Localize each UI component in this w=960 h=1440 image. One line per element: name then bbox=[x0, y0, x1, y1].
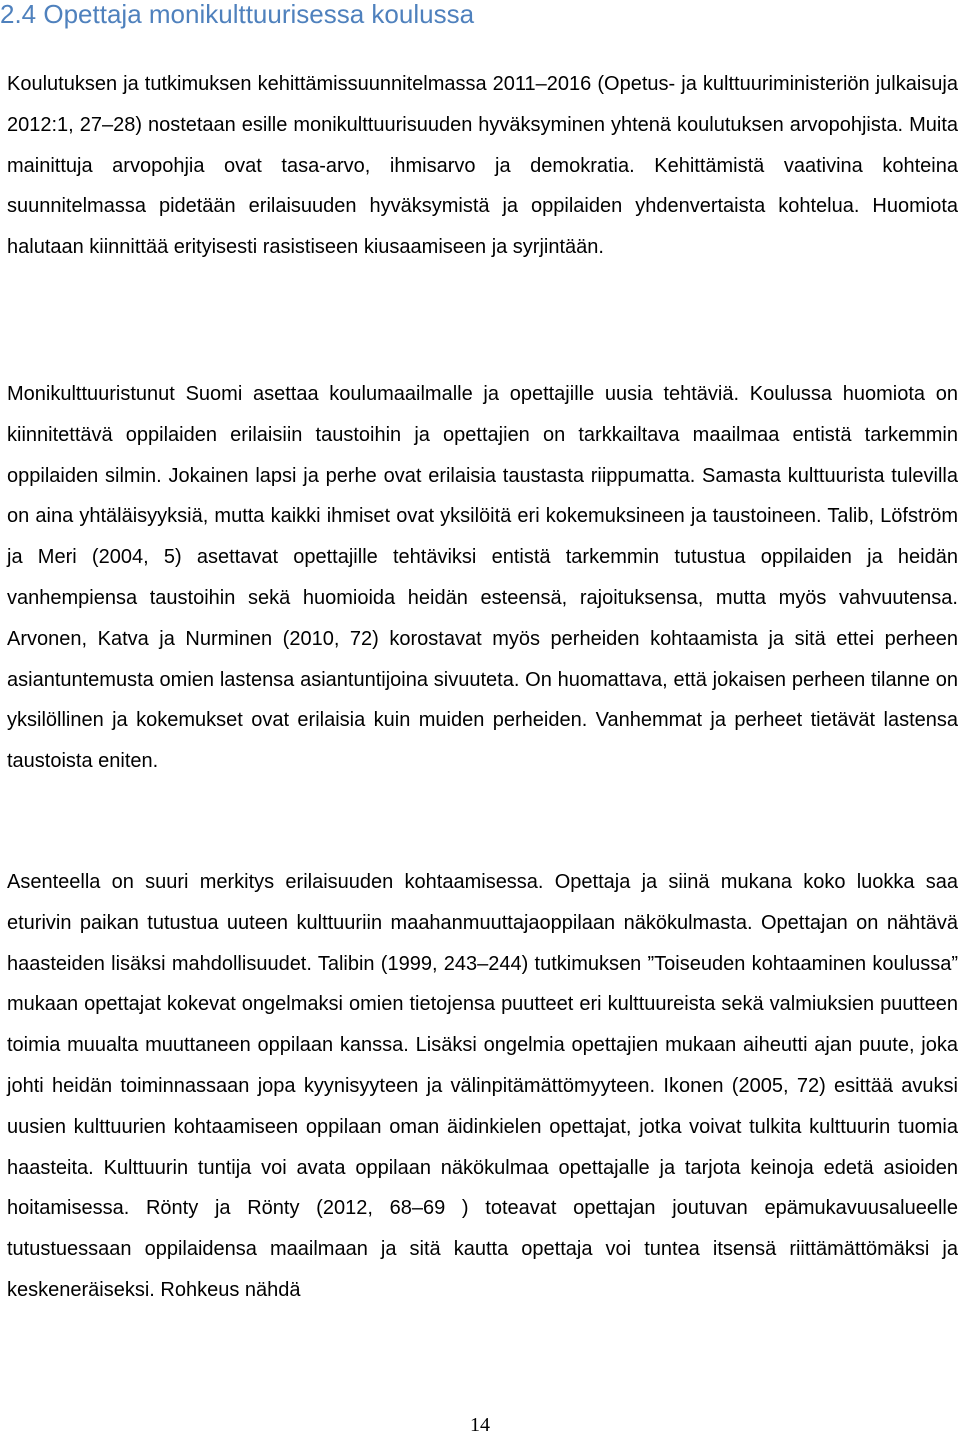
section-heading: 2.4 Opettaja monikulttuurisessa koulussa bbox=[0, 0, 475, 29]
page-number: 14 bbox=[470, 1414, 490, 1436]
paragraph-teacher-attitude: Asenteella on suuri merkitys erilaisuuden kohtaamisessa. Opettaja ja siinä mukana koko luokka saa eturivin paikan tutustua uuteen kulttuuriin maahanmuuttajaoppilaan näkökulmasta. Opettajan on nähtävä haasteiden lisäksi mahdollisuudet. Talibin (1999, 243–244) tutkimuksen ”Toiseuden kohtaaminen koulussa” mukaan opettajat kokevat ongelmaksi omien tietojensa puutteet eri kulttuureista sekä valmiuksien puutteen toimia muualta muuttaneen oppilaan kanssa. Lisäksi ongelmia opettajien mukaan aiheutti ajan puute, joka johti heidän toiminnassaan jopa kyynisyyteen ja välinpitämättömyyteen. Ikonen (2005, 72) esittää avuksi uusien kulttuurien kohtaamiseen oppilaan oman äidinkielen opettajat, jotka voivat tulkita kulttuurin tuomia haasteita. Kulttuurin tuntija voi avata oppilaan näkökulmaa opettajalle ja tarjota keinoja edetä asioiden hoitamisessa. Rönty ja Rönty (2012, 68–69 ) toteavat opettajan joutuvan epämukavuusalueelle tutustuessaan oppilaidensa maailmaan ja sitä kautta opettaja voi tuntea itsensä riittämättömäksi ja keskeneräiseksi. Rohkeus nähdä bbox=[7, 871, 958, 1301]
paragraph-multicultural-school: Monikulttuuristunut Suomi asettaa koulumaailmalle ja opettajille uusia tehtäviä. Koulussa huomiota on kiinnitettävä oppilaiden erilaisiin taustoihin ja opettajien on tarkkailtava maailmaa entistä tarkemmin oppilaiden silmin. Jokainen lapsi ja perhe ovat erilaisia taustasta riippumatta. Samasta kulttuurista tulevilla on aina yhtäläisyyksiä, mutta kaikki ihmiset ovat yksilöitä eri kokemuksineen ja taustoineen. Talib, Löfström ja Meri (2004, 5) asettavat opettajille tehtäviksi entistä tarkemmin tutustua oppilaiden ja heidän vanhempiensa taustoihin sekä huomioida heidän esteensä, rajoituksensa, mutta myös vahvuutensa. Arvonen, Katva ja Nurminen (2010, 72) korostavat myös perheiden kohtaamista ja sitä ettei perheen asiantuntemusta omien lastensa asiantuntijoina sivuuteta. On huomattava, että jokaisen perheen tilanne on yksilöllinen ja kokemukset ovat erilaisia kuin muiden perheiden. Vanhemmat ja perheet tietävät lastensa taustoista eniten. bbox=[7, 383, 958, 773]
paragraph-curriculum-values: Koulutuksen ja tutkimuksen kehittämissuunnitelmassa 2011–2016 (Opetus- ja kulttuuriministeriön julkaisuja 2012:1, 27–28) nostetaan esille monikulttuurisuuden hyväksyminen yhtenä koulutuksen arvopohjista. Muita mainittuja arvopohjia ovat tasa-arvo, ihmisarvo ja demokratia. Kehittämistä vaativina kohteina suunnitelmassa pidetään erilaisuuden hyväksymistä ja oppilaiden yhdenvertaista kohtelua. Huomiota halutaan kiinnittää erityisesti rasistiseen kiusaamiseen ja syrjintään. bbox=[7, 73, 958, 259]
